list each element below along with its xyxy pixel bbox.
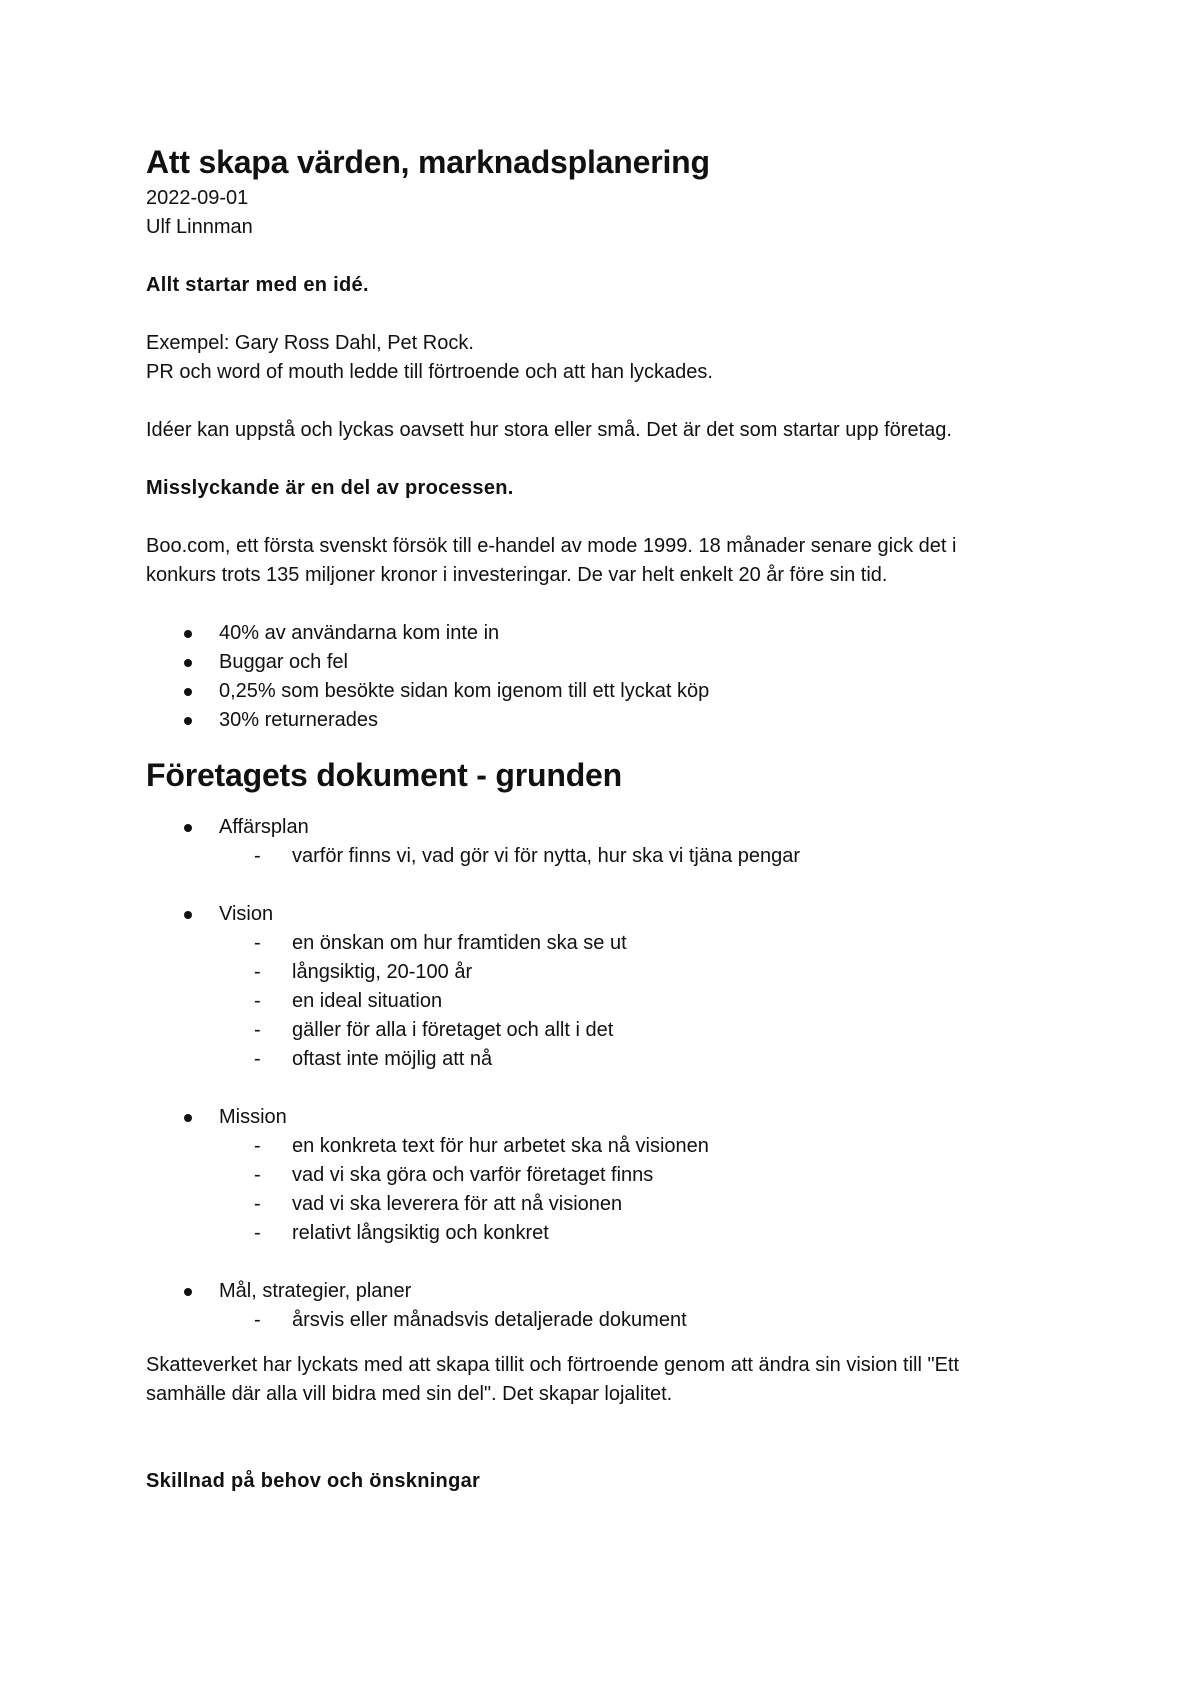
section-heading-failure: Misslyckande är en del av processen. xyxy=(146,477,514,499)
paragraph-example-line2: PR och word of mouth ledde till förtroende och att han lyckades. xyxy=(146,361,713,383)
sub-list-item-text: långsiktig, 20-100 år xyxy=(292,961,473,983)
paragraph-boo-line2: konkurs trots 135 miljoner kronor i investeringar. De var helt enkelt 20 år före sin tid. xyxy=(146,564,888,586)
dash-icon: - xyxy=(254,961,261,983)
list-item xyxy=(146,677,1066,706)
group-label: Mission xyxy=(219,1106,287,1128)
paragraph-skatteverket-line2: samhälle där alla vill bidra med sin del". Det skapar lojalitet. xyxy=(146,1383,673,1405)
list-item xyxy=(146,813,1066,842)
sub-list-item-text: årsvis eller månadsvis detaljerade dokument xyxy=(292,1309,687,1331)
sub-list-item xyxy=(146,929,1066,958)
dash-icon: - xyxy=(254,990,261,1012)
bullet-icon xyxy=(184,1288,192,1296)
sub-list-item xyxy=(146,958,1066,987)
sub-list-item-text: oftast inte möjlig att nå xyxy=(292,1048,493,1070)
section-heading-documents: Företagets dokument - grunden xyxy=(146,757,622,793)
sub-list-item-text: en ideal situation xyxy=(292,990,443,1012)
document-group-goals xyxy=(146,1277,1066,1335)
dash-icon: - xyxy=(254,845,261,867)
dash-icon: - xyxy=(254,1309,261,1331)
sub-list-item-text: en konkreta text för hur arbetet ska nå visionen xyxy=(292,1135,709,1157)
sub-list-item-text: relativt långsiktig och konkret xyxy=(292,1222,549,1244)
group-label: Affärsplan xyxy=(219,816,309,838)
list-item-text: Buggar och fel xyxy=(219,651,348,673)
paragraph-skatteverket-line1: Skatteverket har lyckats med att skapa tillit och förtroende genom att ändra sin vision till "Ett xyxy=(146,1354,960,1376)
group-label: Mål, strategier, planer xyxy=(219,1280,412,1302)
bullet-icon xyxy=(184,659,192,667)
dash-icon: - xyxy=(254,1222,261,1244)
sub-list-item xyxy=(146,987,1066,1016)
sub-list-item-text: en önskan om hur framtiden ska se ut xyxy=(292,932,627,954)
dash-icon: - xyxy=(254,932,261,954)
list-item-text: 40% av användarna kom inte in xyxy=(219,622,500,644)
document-author: Ulf Linnman xyxy=(146,216,253,238)
group-label: Vision xyxy=(219,903,274,925)
paragraph-ideas: Idéer kan uppstå och lyckas oavsett hur stora eller små. Det är det som startar upp företag. xyxy=(146,419,952,441)
sub-list-item xyxy=(146,1045,1066,1074)
sub-list-item xyxy=(146,842,1066,871)
list-item xyxy=(146,1277,1066,1306)
document-group-mission xyxy=(146,1103,1066,1248)
bullet-icon xyxy=(184,717,192,725)
list-item-text: 0,25% som besökte sidan kom igenom till ett lyckat köp xyxy=(219,680,710,702)
dash-icon: - xyxy=(254,1135,261,1157)
boo-stats-list xyxy=(146,619,1066,735)
sub-list-item xyxy=(146,1016,1066,1045)
list-item xyxy=(146,648,1066,677)
bullet-icon xyxy=(184,824,192,832)
sub-list-item xyxy=(146,1190,1066,1219)
section-heading-needs: Skillnad på behov och önskningar xyxy=(146,1470,481,1492)
section-heading-idea: Allt startar med en idé. xyxy=(146,274,369,296)
sub-list-item xyxy=(146,1306,1066,1335)
sub-list-item xyxy=(146,1132,1066,1161)
list-item xyxy=(146,900,1066,929)
sub-list-item xyxy=(146,1161,1066,1190)
sub-list-item-text: vad vi ska göra och varför företaget finns xyxy=(292,1164,654,1186)
list-item xyxy=(146,1103,1066,1132)
document-date: 2022-09-01 xyxy=(146,187,249,209)
bullet-icon xyxy=(184,1114,192,1122)
sub-list-item-text: varför finns vi, vad gör vi för nytta, hur ska vi tjäna pengar xyxy=(292,845,801,867)
dash-icon: - xyxy=(254,1019,261,1041)
list-item xyxy=(146,619,1066,648)
bullet-icon xyxy=(184,911,192,919)
bullet-icon xyxy=(184,688,192,696)
dash-icon: - xyxy=(254,1164,261,1186)
paragraph-example-line1: Exempel: Gary Ross Dahl, Pet Rock. xyxy=(146,332,474,354)
sub-list-item-text: gäller för alla i företaget och allt i det xyxy=(292,1019,614,1041)
sub-list-item-text: vad vi ska leverera för att nå visionen xyxy=(292,1193,623,1215)
dash-icon: - xyxy=(254,1193,261,1215)
paragraph-boo-line1: Boo.com, ett första svenskt försök till e-handel av mode 1999. 18 månader senare gick det i xyxy=(146,535,957,557)
document-title: Att skapa värden, marknadsplanering xyxy=(146,144,710,180)
document-page xyxy=(146,140,1066,1496)
dash-icon: - xyxy=(254,1048,261,1070)
document-group-business-plan xyxy=(146,813,1066,871)
sub-list-item xyxy=(146,1219,1066,1248)
bullet-icon xyxy=(184,630,192,638)
list-item xyxy=(146,706,1066,735)
list-item-text: 30% returnerades xyxy=(219,709,378,731)
document-group-vision xyxy=(146,900,1066,1074)
